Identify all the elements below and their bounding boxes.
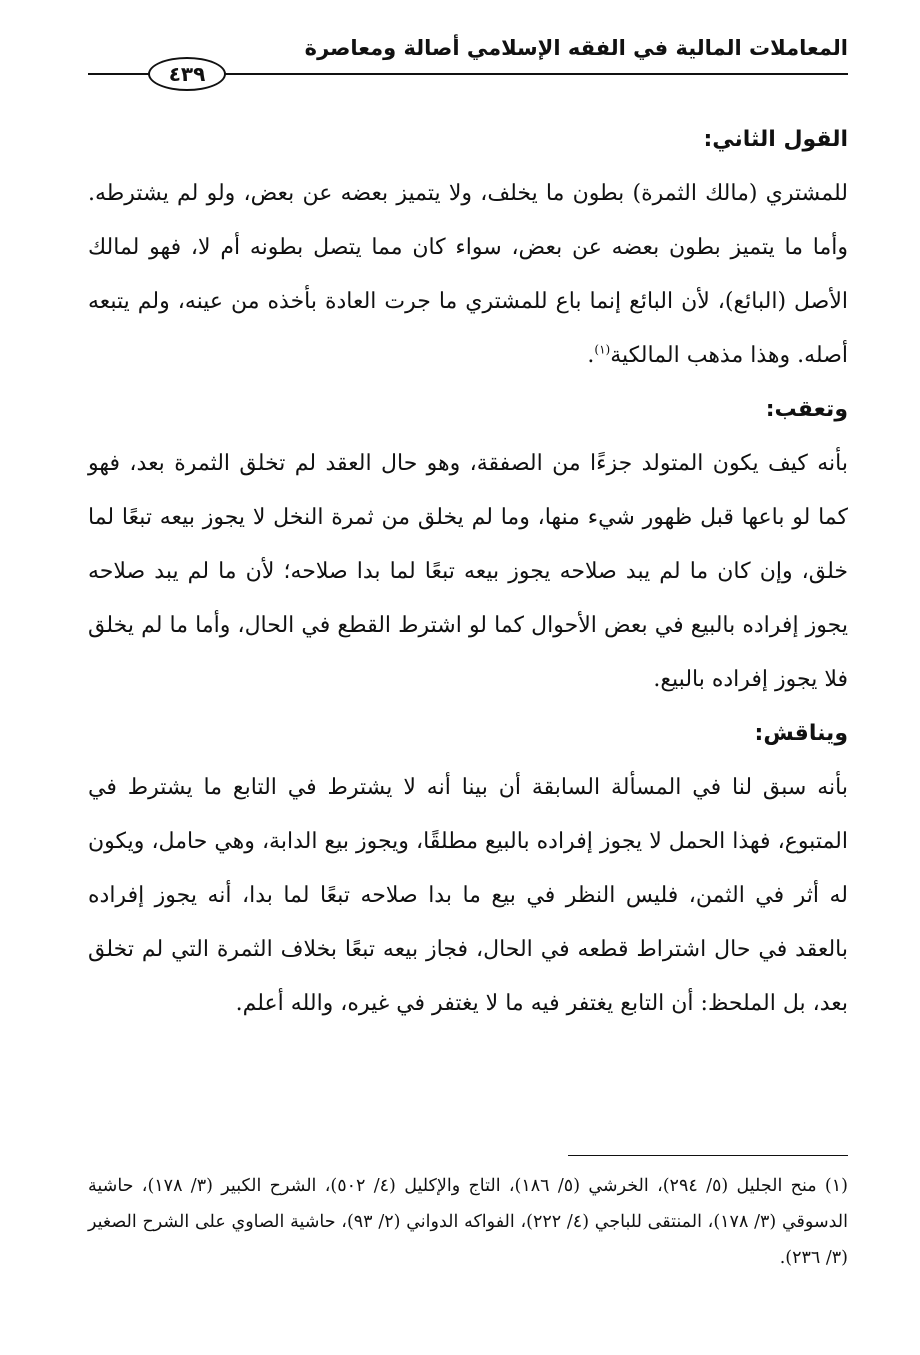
footnote-1: (١) منح الجليل (٥/ ٢٩٤)، الخرشي (٥/ ١٨٦)، التاج والإكليل (٤/ ٥٠٢)، الشرح الكبير (٣/ ١٧٨)، حاشية الدسوقي (٣/ ١٧٨)، المنتقى للباجي (٤/ ٢٢٢)، الفواكه الدواني (٢/ ٩٣)، حاشية الصاوي على الشرح الصغير (٣/ ٢٣٦). xyxy=(88,1176,848,1268)
footnote-reference: (١) xyxy=(594,342,611,357)
heading-rebuttal: وتعقب: xyxy=(765,397,848,422)
running-title: المعاملات المالية في الفقه الإسلامي أصالة ومعاصرة xyxy=(304,36,848,60)
main-text xyxy=(88,113,848,1031)
page-header xyxy=(88,28,848,98)
paragraph-second-opinion-end: . xyxy=(587,343,595,368)
page-number: ٤٣٩ xyxy=(148,57,226,91)
paragraph-second-opinion-text: للمشتري (مالك الثمرة) بطون ما يخلف، ولا يتميز بعضه عن بعض، ولو لم يشترطه. وأما ما يتميز بطون بعضه عن بعض، سواء كان مما يتصل بطونه أم لا، فهو لمالك الأصل (البائع)، لأن البائع إنما باع للمشتري ما جرت العادة بأخذه من عينه، ولم يتبعه أصله. وهذا مذهب المالكية xyxy=(88,181,848,368)
footnote-separator xyxy=(568,1155,848,1156)
paragraph-rebuttal: بأنه كيف يكون المتولد جزءًا من الصفقة، وهو حال العقد لم تخلق الثمرة بعد، فهو كما لو باعها قبل ظهور شيء منها، وما لم يخلق من ثمرة النخل لا يجوز بيعه تبعًا لما خلق، وإن كان ما لم يبد صلاحه يجوز بيعه تبعًا لما بدا صلاحه؛ لأن ما لم يبد صلاحه يجوز إفراده بالبيع في بعض الأحوال كما لو اشترط القطع في الحال، وأما ما لم يخلق فلا يجوز إفراده بالبيع. xyxy=(88,451,848,692)
paragraph-discussion: بأنه سبق لنا في المسألة السابقة أن بينا أنه لا يشترط في التابع ما يشترط في المتبوع، فهذا الحمل لا يجوز إفراده بالبيع مطلقًا، ويجوز بيع الدابة، وهي حامل، ويكون له أثر في الثمن، فليس النظر في بيع ما بدا صلاحه تبعًا لما بدا، أنه يجوز إفراده بالعقد في حال اشتراط قطعه في الحال، فجاز بيعه تبعًا بخلاف الثمرة التي لم تخلق بعد، بل الملحظ: أن التابع يغتفر فيه ما لا يغتفر في غيره، والله أعلم. xyxy=(88,775,848,1016)
heading-discussion: ويناقش: xyxy=(754,721,848,746)
paragraph-second-opinion xyxy=(88,167,848,383)
heading-second-opinion: القول الثاني: xyxy=(703,127,848,152)
footnotes xyxy=(88,1168,848,1276)
